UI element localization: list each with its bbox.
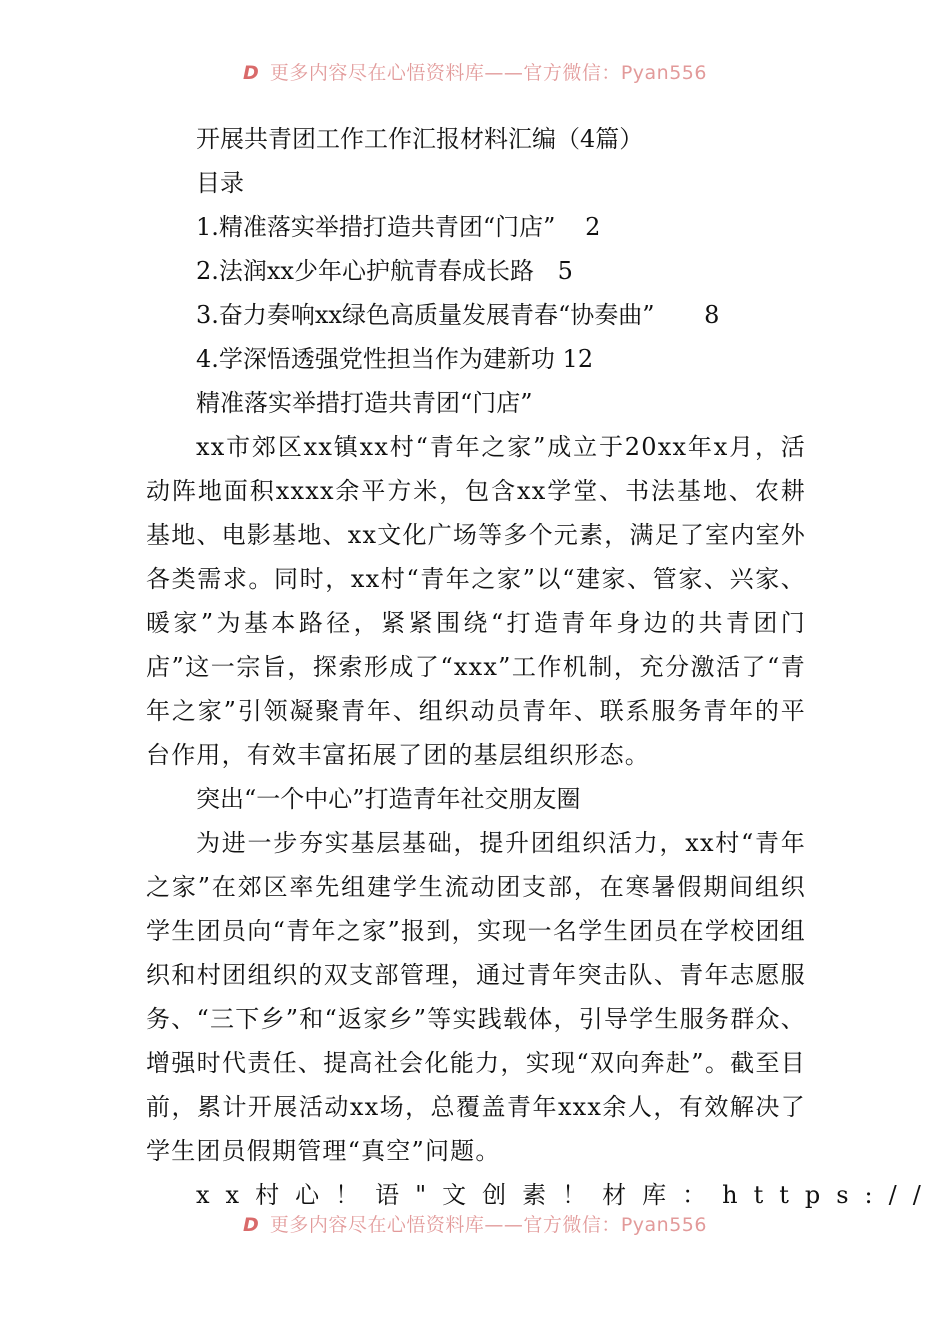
toc-item[interactable] [146, 337, 806, 381]
toc-item[interactable] [146, 205, 806, 249]
toc-item-page: 8 [704, 301, 720, 329]
toc-item-text: 1.精准落实举措打造共青团“门店” [196, 213, 556, 241]
watermark-bottom [0, 1210, 950, 1237]
subheading: 突出“一个中心”打造青年社交朋友圈 [196, 785, 581, 813]
watermark-logo-icon: D [243, 1214, 260, 1236]
toc-item-page: 12 [562, 345, 594, 373]
paragraph-1-text: xx市郊区xx镇xx村“青年之家”成立于20xx年x月，活动阵地面积xxxx余平方米，包含xx学堂、书法基地、农耕基地、电影基地、xx文化广场等多个元素，满足了室内室外各类需求。同时，xx村“青年之家”以“建家、管家、兴家、暖家”为基本路径，紧紧围绕“打造青年身边的共青团门店”这一宗旨，探索形成了“xxx”工作机制，充分激活了“青年之家”引领凝聚青年、组织动员青年、联系服务青年的平台作用，有效丰富拓展了团的基层组织形态。 [146, 433, 806, 769]
document-title: 开展共青团工作工作汇报材料汇编（4篇） [196, 125, 644, 153]
watermark-top [0, 58, 950, 85]
toc-item[interactable] [146, 293, 806, 337]
paragraph-2-text: 为进一步夯实基层基础，提升团组织活力，xx村“青年之家”在郊区率先组建学生流动团支部，在寒暑假期间组织学生团员向“青年之家”报到，实现一名学生团员在学校团组织和村团组织的双支部管理，通过青年突击队、青年志愿服务、“三下乡”和“返家乡”等实践载体，引导学生服务群众、增强时代责任、提高社会化能力，实现“双向奔赴”。截至目前，累计开展活动xx场，总覆盖青年xxx余人，有效解决了学生团员假期管理“真空”问题。 [146, 829, 806, 1165]
watermark-text: 更多内容尽在心悟资料库——官方微信：Pyan556 [269, 62, 707, 84]
watermark-logo-icon: D [243, 62, 260, 84]
watermark-text: 更多内容尽在心悟资料库——官方微信：Pyan556 [269, 1214, 707, 1236]
document-body [146, 117, 937, 1217]
paragraph-2 [146, 821, 806, 1173]
toc-item-page: 2 [585, 213, 601, 241]
toc-item-text: 4.学深悟透强党性担当作为建新功 [196, 345, 555, 373]
section-title: 精准落实举措打造共青团“门店” [196, 389, 533, 417]
toc-item-page: 5 [557, 257, 573, 285]
toc-item-text: 3.奋力奏响xx绿色高质量发展青春“协奏曲” [196, 301, 655, 329]
toc-heading: 目录 [196, 169, 244, 197]
paragraph-1 [146, 425, 806, 777]
toc-item[interactable] [146, 249, 806, 293]
trailing-line: xx村心！语"文创素！材库：https:// [196, 1181, 937, 1209]
toc-item-text: 2.法润xx少年心护航青春成长路 [196, 257, 534, 285]
